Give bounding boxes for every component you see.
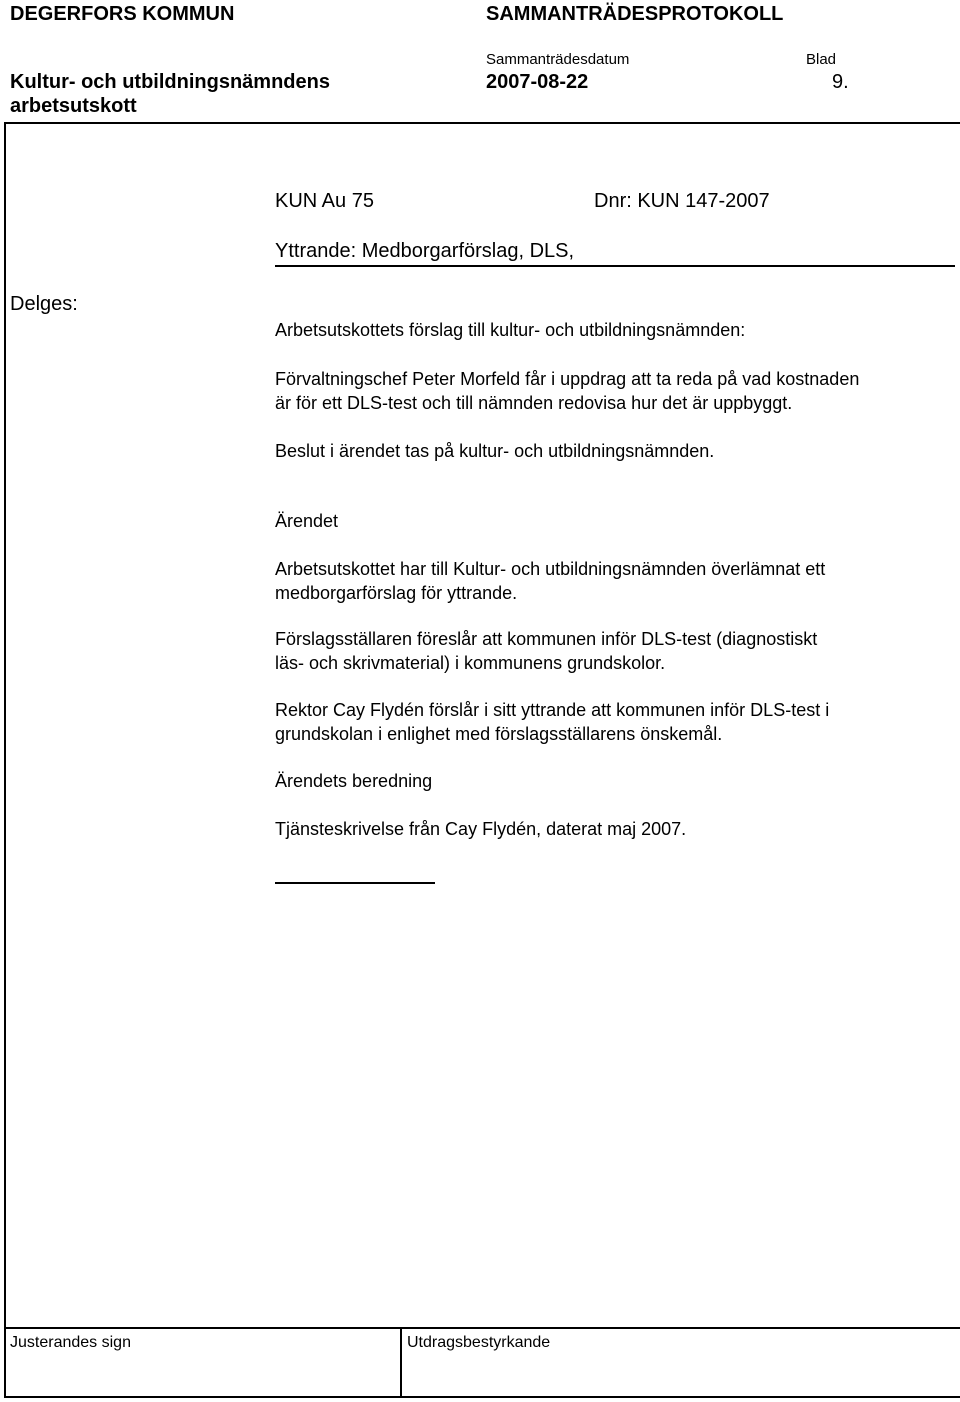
footer-bottom-border <box>4 1396 960 1398</box>
committee-name: Kultur- och utbildningsnämndens <box>10 71 330 93</box>
document-type: SAMMANTRÄDESPROTOKOLL <box>486 3 784 25</box>
item-number: KUN Au 75 <box>275 190 374 212</box>
proposal-decision-text: Beslut i ärendet tas på kultur- och utbildningsnämnden. <box>275 441 715 461</box>
committee-name-line2: arbetsutskott <box>10 95 137 117</box>
proposal-heading: Arbetsutskottets förslag till kultur- och utbildningsnämnden: <box>275 320 746 340</box>
proposal-text-line: Förvaltningschef Peter Morfeld får i uppdrag att ta reda på vad kostnaden <box>275 369 860 389</box>
proposal-text-line: är för ett DLS-test och till nämnden redovisa hur det är uppbyggt. <box>275 393 793 413</box>
case-heading: Ärendet <box>275 511 339 531</box>
meeting-date-label: Sammanträdesdatum <box>486 51 630 68</box>
title-rule <box>275 265 955 267</box>
page-number: 9. <box>832 71 849 93</box>
case-text-line: medborgarförslag för yttrande. <box>275 583 518 603</box>
preparation-heading: Ärendets beredning <box>275 771 433 791</box>
case-text-line: läs- och skrivmaterial) i kommunens grundskolor. <box>275 653 666 673</box>
case-text-line: grundskolan i enlighet med förslagsställarens önskemål. <box>275 724 723 744</box>
footer-top-border <box>4 1327 960 1329</box>
certification-label: Utdragsbestyrkande <box>407 1334 551 1351</box>
case-text-line: Rektor Cay Flydén förslår i sitt yttrande att kommunen inför DLS-test i <box>275 700 830 720</box>
footer-divider <box>400 1327 402 1398</box>
page-label: Blad <box>806 51 837 68</box>
signature-label: Justerandes sign <box>10 1334 131 1351</box>
municipality-name: DEGERFORS KOMMUN <box>10 3 235 25</box>
diary-number: Dnr: KUN 147-2007 <box>594 190 770 212</box>
distribution-label: Delges: <box>10 293 78 315</box>
content-left-border <box>4 122 6 1398</box>
content-top-border <box>4 122 960 124</box>
item-title: Yttrande: Medborgarförslag, DLS, <box>275 240 575 262</box>
case-text-line: Förslagsställaren föreslår att kommunen inför DLS-test (diagnostiskt <box>275 629 818 649</box>
preparation-text: Tjänsteskrivelse från Cay Flydén, daterat maj 2007. <box>275 819 687 839</box>
case-text-line: Arbetsutskottet har till Kultur- och utbildningsnämnden överlämnat ett <box>275 559 826 579</box>
end-rule <box>275 882 435 884</box>
meeting-date: 2007-08-22 <box>486 71 589 93</box>
